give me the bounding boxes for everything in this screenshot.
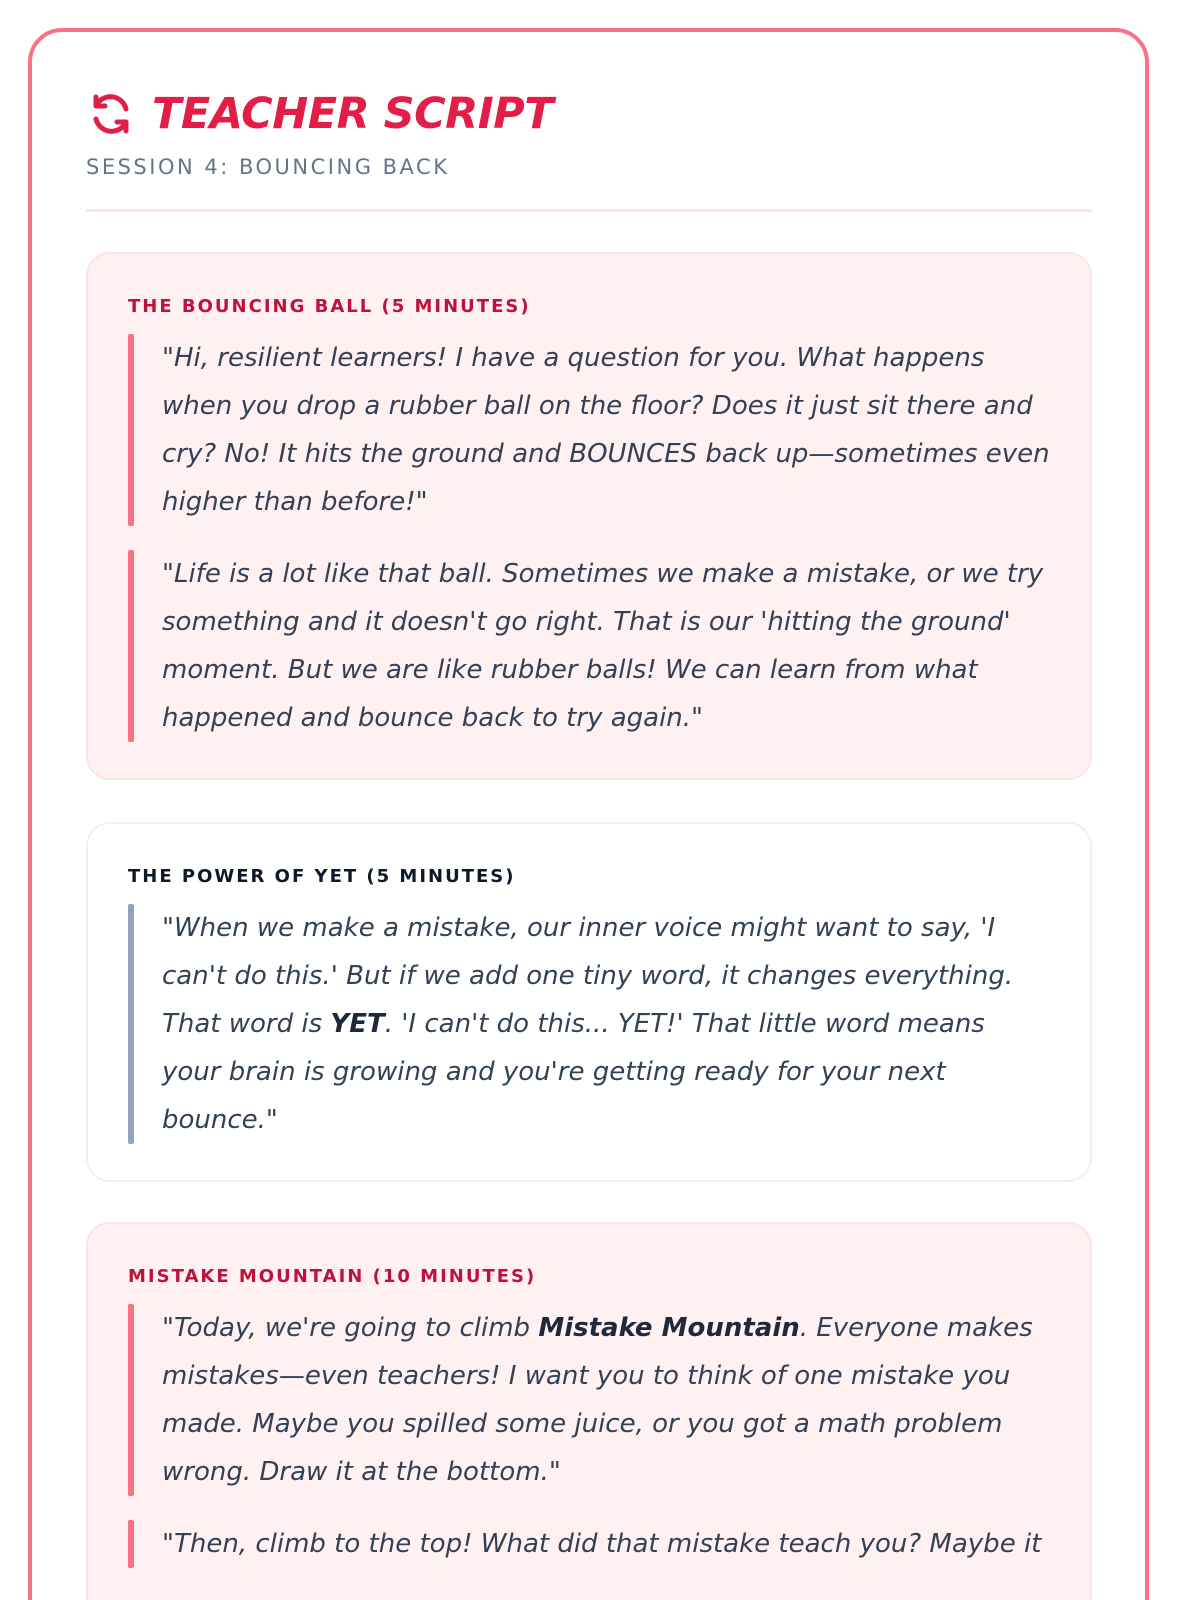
section-mistake-mountain xyxy=(86,1222,1092,1600)
script-quote xyxy=(128,1304,1050,1496)
refresh-icon xyxy=(86,89,136,139)
page-title: TEACHER SCRIPT xyxy=(152,89,554,139)
emphasis-text: Mistake Mountain xyxy=(538,1313,800,1343)
header-divider xyxy=(86,209,1092,212)
script-quote xyxy=(128,334,1050,526)
script-quote xyxy=(128,550,1050,742)
quote-text: "When we make a mistake, our inner voice might want to say, 'I can't do this.' But if we add one tiny word, it changes everything. That word is xyxy=(162,913,1014,1039)
quote-text: "Hi, resilient learners! I have a question for you. What happens when you drop a rubber ball on the floor? Does it just sit there and cry? No! It hits the ground and BOUNCES back up—sometimes even higher than before!" xyxy=(162,343,1050,517)
title-row xyxy=(86,86,1092,142)
section-bouncing-ball xyxy=(86,252,1092,780)
section-title: THE BOUNCING BALL (5 MINUTES) xyxy=(128,296,531,317)
header xyxy=(86,86,1092,180)
script-quote xyxy=(128,904,1050,1144)
script-quote xyxy=(128,1520,1050,1568)
session-subtitle: SESSION 4: BOUNCING BACK xyxy=(86,155,450,179)
quote-text: . 'I can't do this... YET!' That little word means your brain is growing and you're getting ready for your next bounce." xyxy=(162,1009,985,1135)
quote-text: "Life is a lot like that ball. Sometimes we make a mistake, or we try something and it doesn't go right. That is our 'hitting the ground' moment. But we are like rubber balls! We can learn from what happened and bounce back to try again." xyxy=(162,559,1044,733)
quote-text: "Today, we're going to climb xyxy=(162,1313,539,1343)
quote-text: "Then, climb to the top! What did that mistake teach you? Maybe it xyxy=(162,1529,1042,1559)
section-title: THE POWER OF YET (5 MINUTES) xyxy=(128,866,516,887)
section-power-of-yet xyxy=(86,822,1092,1182)
quote-text: . Everyone makes mistakes—even teachers! I want you to think of one mistake you made. Maybe you spilled some juice, or you got a math problem wrong. Draw it at the bottom." xyxy=(162,1313,1033,1487)
emphasis-text: YET xyxy=(330,1009,385,1039)
section-title: MISTAKE MOUNTAIN (10 MINUTES) xyxy=(128,1266,537,1287)
